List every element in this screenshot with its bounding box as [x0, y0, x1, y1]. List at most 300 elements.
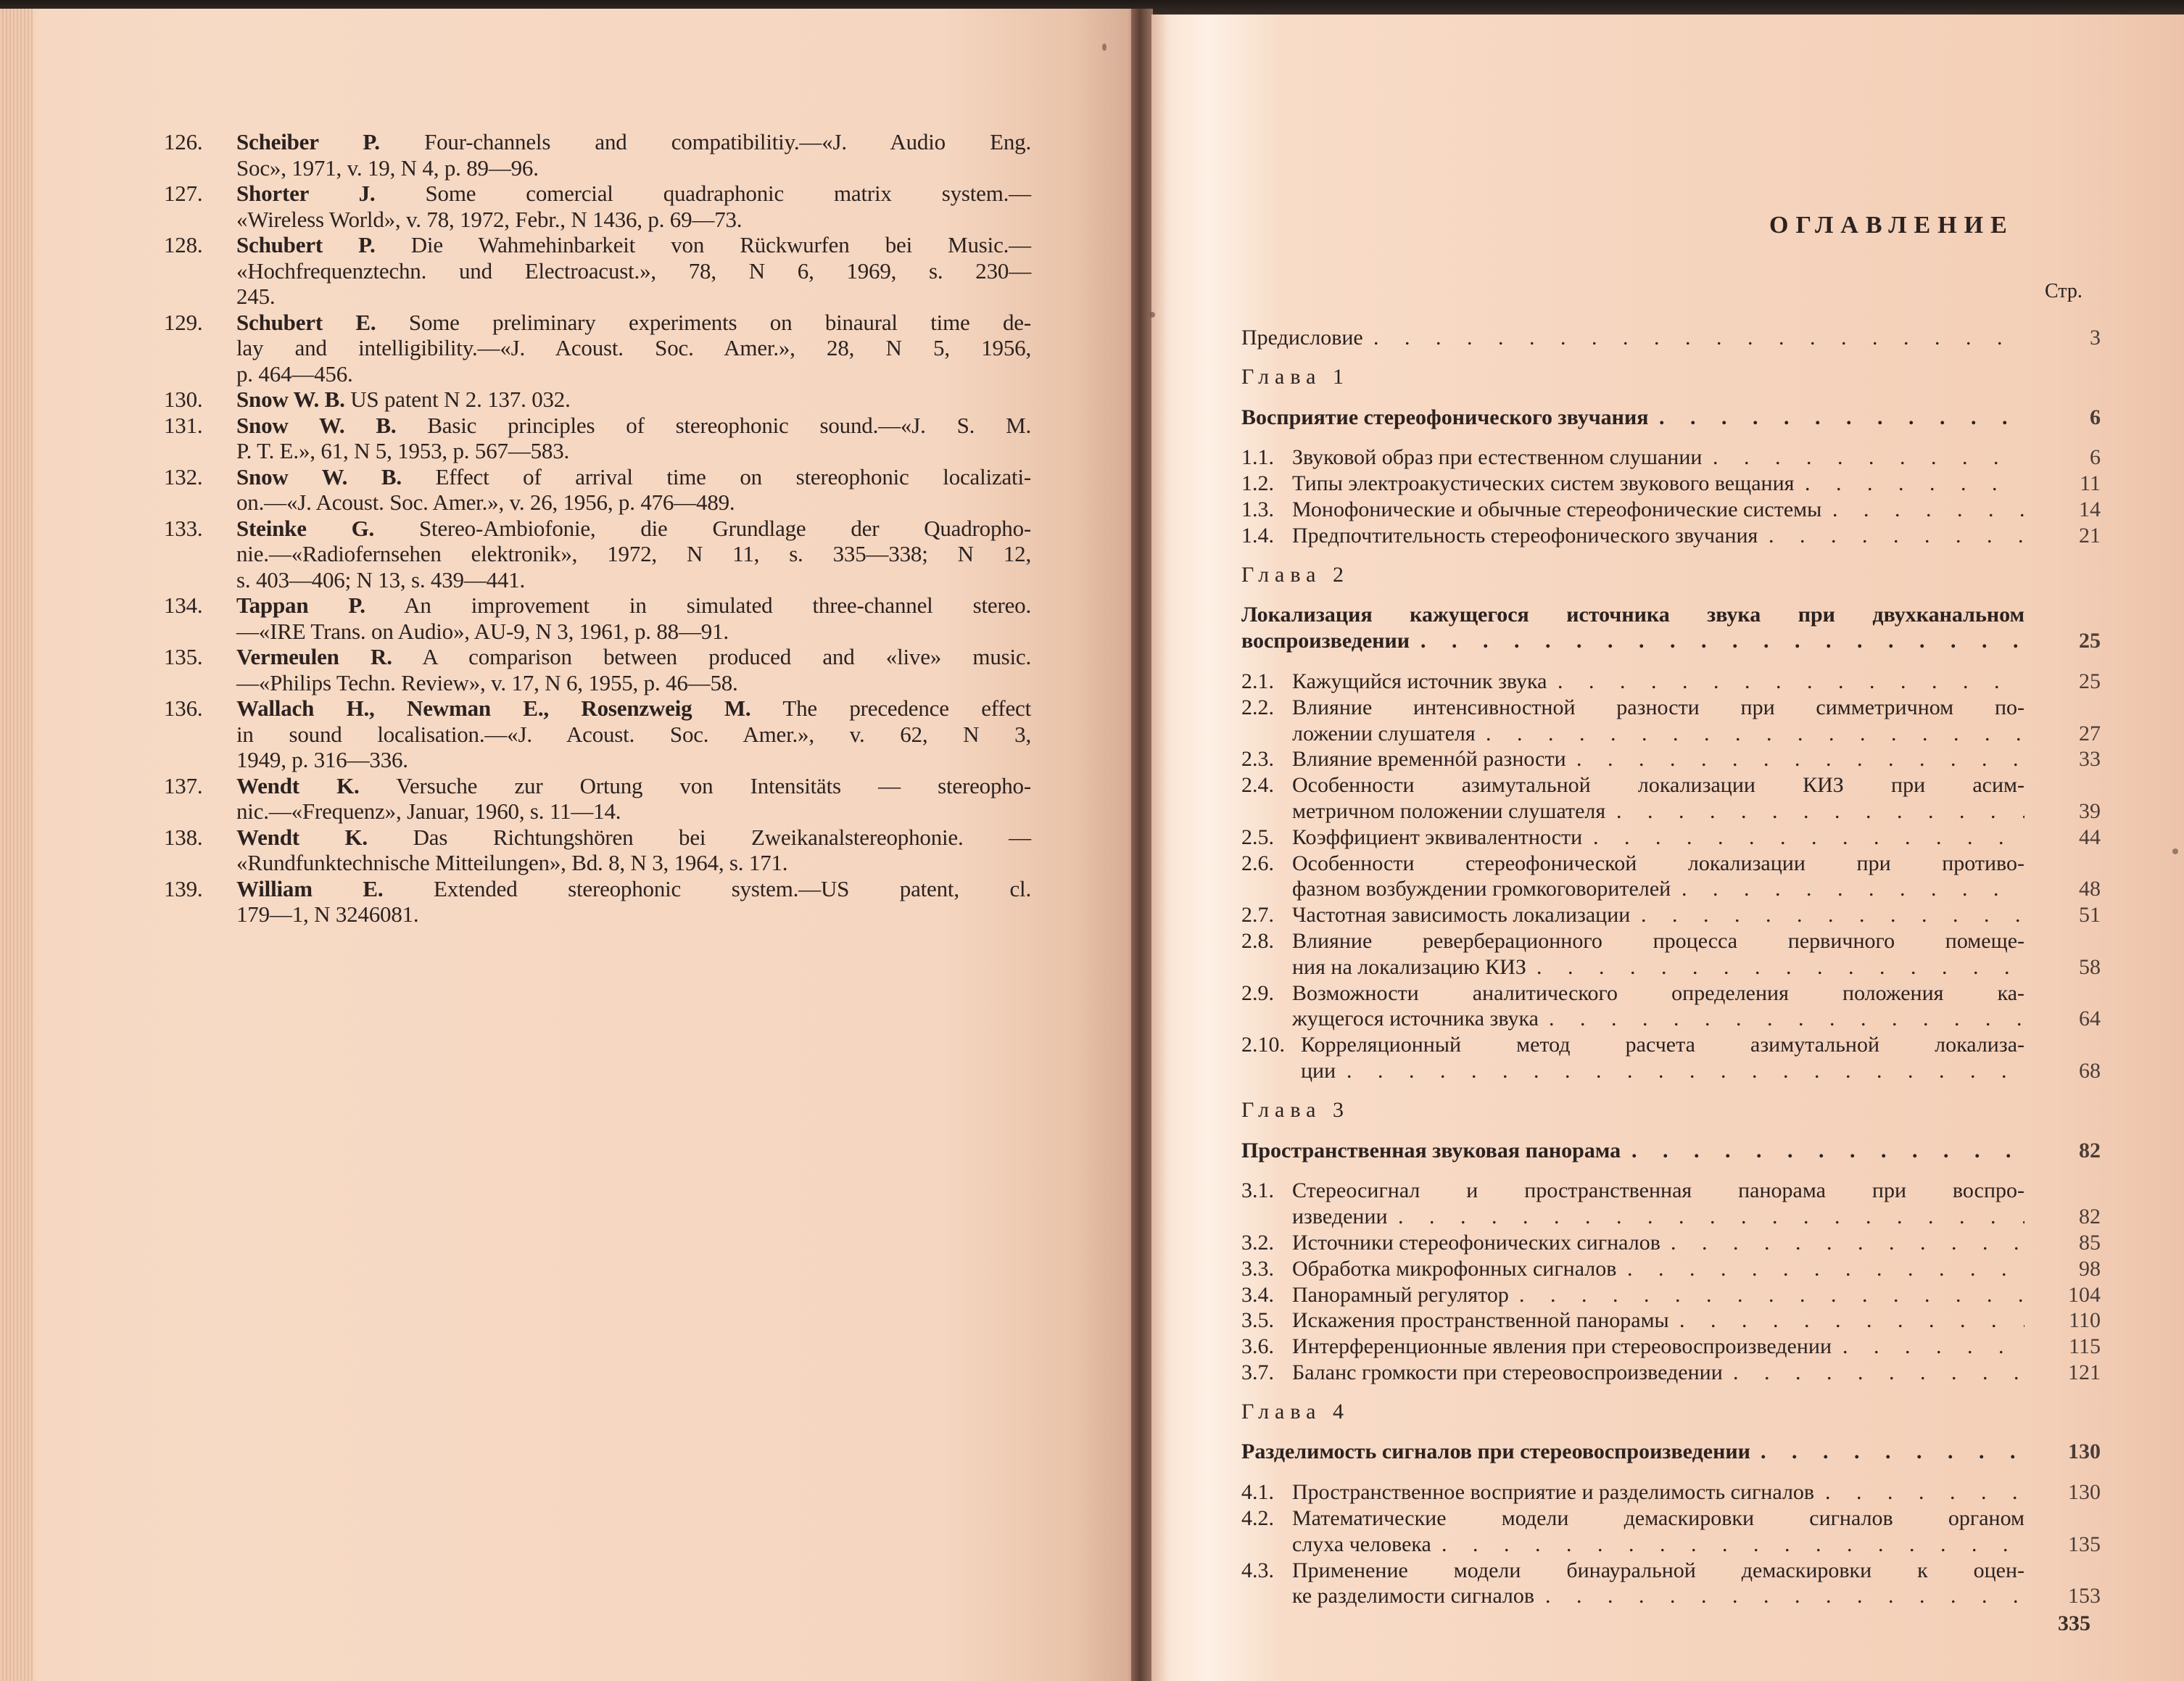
entry-title: ния на локализацию КИЗ [1292, 954, 1526, 979]
toc-entry-text [1241, 1334, 1842, 1360]
dot-leader [1769, 523, 2024, 549]
toc-section[interactable] [1241, 1230, 2101, 1256]
toc-entry-text [1241, 1308, 1679, 1334]
section-number: 2.5. [1241, 825, 1274, 849]
toc-entry-text [1241, 1558, 2024, 1584]
toc-page-number: 121 [2068, 1360, 2101, 1384]
entry-title: Типы электроакустических систем звукового вещания [1292, 471, 1795, 496]
toc-section[interactable] [1241, 1583, 2101, 1609]
toc-section[interactable] [1241, 1006, 2101, 1032]
dot-leader [1832, 497, 2024, 523]
entry-title: Стереосигнал и пространственная панорама при воспро- [1292, 1178, 2024, 1203]
toc-page-number: 25 [2079, 629, 2101, 653]
toc-page-number: 27 [2079, 721, 2101, 745]
dot-leader [1733, 1360, 2024, 1386]
entry-title: Предпочтительность стереофонического звучания [1292, 523, 1758, 548]
table-of-contents [1241, 325, 2101, 1609]
toc-entry-text [1241, 746, 1576, 772]
reference-author: Vermeulen R. [236, 644, 392, 669]
reference-line [236, 310, 1031, 336]
dot-leader [1679, 1308, 2024, 1334]
entry-title: Особенности стереофонической локализации при противо- [1292, 851, 2024, 875]
toc-entry-text [1241, 1532, 1441, 1558]
entry-title: Частотная зависимость локализации [1292, 903, 1631, 928]
reference-line [236, 258, 1031, 284]
reference-number: 138. [164, 824, 203, 850]
entry-title: ложении слушателя [1292, 721, 1476, 745]
chapter-label [1241, 364, 2101, 390]
chapter-label-text: Глава 4 [1241, 1399, 1349, 1424]
section-number: 4.1. [1241, 1480, 1274, 1505]
toc-entry-text [1241, 445, 1712, 471]
spacer [1241, 1163, 2101, 1178]
spacer [1241, 587, 2101, 602]
entry-title: Особенности азимутальной локализации КИЗ при асим- [1292, 773, 2024, 798]
toc-entry-text [1241, 1506, 2024, 1532]
toc-entry-text [1241, 628, 1420, 654]
reference-author: Schubert P. [236, 232, 376, 257]
reference-line [236, 438, 1031, 464]
section-number: 3.4. [1241, 1282, 1274, 1307]
entry-title: Влияние временнóй разности [1292, 747, 1566, 772]
dot-leader [1627, 1256, 2024, 1282]
toc-entry-text [1241, 1058, 1346, 1084]
reference-text: Die Wahmehinbarkeit von Rückwurfen bei Music.— [410, 232, 1031, 257]
toc-entry-text [1241, 1439, 1761, 1465]
section-number: 1.1. [1241, 445, 1274, 470]
chapter-title[interactable] [1241, 1138, 2101, 1164]
toc-page-number: 85 [2079, 1230, 2101, 1255]
section-number: 1.3. [1241, 497, 1274, 521]
toc-section [1241, 1178, 2101, 1204]
spacer [1241, 1084, 2101, 1097]
entry-title: Источники стереофонических сигналов [1292, 1230, 1660, 1255]
entry-title: ке разделимости сигналов [1292, 1584, 1535, 1608]
entry-title: слуха человека [1292, 1532, 1431, 1556]
chapter-label-text: Глава 1 [1241, 364, 1349, 389]
toc-page-number: 82 [2079, 1138, 2101, 1162]
toc-entry-text [1241, 364, 1349, 390]
toc-section[interactable] [1241, 1256, 2101, 1282]
toc-section[interactable] [1241, 876, 2101, 902]
reference-line [236, 722, 1031, 748]
entry-title: Влияние интенсивностной разности при симметричном по- [1292, 695, 2024, 719]
reference-line [236, 232, 1031, 258]
reference-line [236, 798, 1031, 825]
toc-page-number: 3 [2090, 326, 2101, 350]
reference-entry [164, 773, 1031, 825]
toc-page-number: 44 [2079, 825, 2101, 849]
reference-line [236, 773, 1031, 799]
reference-line [236, 516, 1031, 542]
toc-section[interactable] [1241, 445, 2101, 471]
toc-section[interactable] [1241, 1479, 2101, 1506]
toc-section[interactable] [1241, 1058, 2101, 1084]
toc-section[interactable] [1241, 1334, 2101, 1360]
chapter-label [1241, 562, 2101, 588]
toc-entry-text [1241, 772, 2024, 798]
section-number: 3.7. [1241, 1360, 1274, 1384]
toc-page-number: 82 [2079, 1205, 2101, 1229]
reference-entry [164, 310, 1031, 387]
toc-section[interactable] [1241, 902, 2101, 928]
reference-line [236, 464, 1031, 490]
section-number: 2.1. [1241, 669, 1274, 693]
toc-entry-text [1241, 1097, 1349, 1123]
chapter-label-text: Глава 3 [1241, 1097, 1349, 1122]
reference-text: in sound localisation.—«J. Acoust. Soc. Amer.», v. 62, N 3, [236, 721, 1031, 747]
toc-section [1241, 695, 2101, 721]
toc-entry-text [1241, 876, 1681, 902]
reference-line [236, 387, 1031, 413]
reference-number: 130. [164, 387, 203, 412]
reference-text: P. T. E.», 61, N 5, 1953, p. 567—583. [236, 438, 570, 463]
dot-leader [1420, 628, 2024, 654]
entry-title: Восприятие стереофонического звучания [1241, 405, 1649, 429]
reference-entry [164, 413, 1031, 464]
dot-leader [1558, 669, 2024, 695]
reference-line [236, 825, 1031, 851]
toc-entry-text [1241, 602, 2024, 628]
page-column-label: Стр. [2045, 280, 2082, 302]
section-number: 2.2. [1241, 695, 1274, 719]
spacer [1241, 430, 2101, 445]
spacer [1241, 351, 2101, 364]
section-number: 2.8. [1241, 928, 1274, 953]
reference-entry [164, 644, 1031, 695]
toc-page-number: 110 [2069, 1308, 2101, 1333]
toc-entry-text [1241, 851, 2024, 877]
reference-author: Snow W. B. [236, 412, 397, 438]
chapter-title[interactable] [1241, 628, 2101, 654]
toc-page-number: 25 [2079, 669, 2101, 693]
entry-title: метричном положении слушателя [1292, 798, 1606, 823]
toc-page-number: 51 [2079, 903, 2101, 928]
book-spine [1131, 9, 1153, 1681]
section-number: 2.9. [1241, 980, 1274, 1005]
reference-line [236, 335, 1031, 361]
reference-author: Shorter J. [236, 181, 376, 206]
toc-page-number: 104 [2068, 1282, 2101, 1307]
entry-title: Панорамный регулятор [1292, 1282, 1509, 1307]
dot-leader [1549, 1006, 2024, 1032]
toc-entry-text [1241, 1230, 1671, 1256]
entry-title: Коэффициент эквивалентности [1292, 825, 1583, 849]
spacer [1241, 549, 2101, 562]
reference-line [236, 155, 1031, 181]
dot-leader [1659, 405, 2024, 431]
reference-text: —«Philips Techn. Review», v. 17, N 6, 1955, p. 46—58. [236, 669, 738, 695]
reference-text: Four-channels and compatibilitiy.—«J. Audio Eng. [424, 129, 1031, 154]
reference-line [236, 207, 1031, 233]
toc-entry-text [1241, 1178, 2024, 1204]
section-number: 1.4. [1241, 523, 1274, 548]
toc-section[interactable] [1241, 1308, 2101, 1334]
toc-entry-text [1241, 1479, 1824, 1506]
reference-text: Extended stereophonic system.—US patent, cl. [434, 875, 1031, 901]
dot-leader [1641, 902, 2024, 928]
entry-title: Корреляционный метод расчета азимутальной локализа- [1301, 1033, 2024, 1057]
toc-entry-text [1241, 325, 1373, 351]
dot-leader [1631, 1138, 2024, 1164]
reference-text: nie.—«Radiofernsehen elektronik», 1972, N 11, s. 335—338; N 12, [236, 541, 1031, 566]
toc-entry-text [1241, 1256, 1626, 1282]
toc-section[interactable] [1241, 954, 2101, 980]
reference-line [236, 541, 1031, 567]
toc-entry-text [1241, 405, 1658, 431]
reference-number: 132. [164, 463, 203, 490]
toc-section [1241, 1506, 2101, 1532]
reference-text: An improvement in simulated three-channel stereo. [404, 592, 1031, 618]
chapter-title[interactable] [1241, 1439, 2101, 1465]
reference-text: 179—1, N 3246081. [236, 901, 419, 927]
toc-section[interactable] [1241, 1204, 2101, 1230]
toc-entry-text [1241, 695, 2024, 721]
toc-section[interactable] [1241, 669, 2101, 695]
section-number: 1.2. [1241, 471, 1274, 496]
paper-speck [1149, 312, 1155, 318]
reference-number: 139. [164, 875, 203, 901]
reference-line [236, 850, 1031, 876]
toc-page-number: 33 [2079, 747, 2101, 772]
toc-entry-text [1241, 1399, 1349, 1425]
section-number: 2.3. [1241, 747, 1274, 772]
toc-section[interactable] [1241, 798, 2101, 825]
toc-entry-text [1241, 523, 1768, 549]
toc-section[interactable] [1241, 721, 2101, 747]
reference-text: Some comercial quadraphonic matrix system.— [425, 181, 1031, 206]
reference-text: «Hochfrequenztechn. und Electroacust.», 78, N 6, 1969, s. 230— [236, 257, 1031, 284]
toc-entry-text [1241, 1032, 2024, 1058]
toc-page-number: 64 [2079, 1007, 2101, 1031]
toc-section[interactable] [1241, 1282, 2101, 1308]
dot-leader [1398, 1204, 2024, 1230]
chapter-label [1241, 1097, 2101, 1123]
section-number: 3.2. [1241, 1230, 1274, 1255]
reference-text: «Rundfunktechnische Mitteilungen», Bd. 8, N 3, 1964, s. 171. [236, 850, 788, 875]
toc-page-number: 6 [2090, 445, 2101, 470]
reference-number: 137. [164, 772, 203, 798]
toc-entry-text [1241, 471, 1804, 497]
toc-page-number: 58 [2079, 954, 2101, 979]
reference-text: Soc», 1971, v. 19, N 4, p. 89—96. [236, 154, 539, 181]
dot-leader [1671, 1230, 2024, 1256]
toc-page-number: 115 [2069, 1334, 2101, 1359]
reference-line [236, 747, 1031, 773]
toc-page-number: 11 [2080, 471, 2101, 496]
toc-section[interactable] [1241, 1532, 2101, 1558]
reference-number: 126. [164, 129, 203, 154]
reference-author: Snow W. B. [236, 387, 345, 412]
reference-text: s. 403—406; N 13, s. 439—441. [236, 566, 526, 592]
toc-entry-text [1241, 798, 1616, 825]
entry-title: Монофонические и обычные стереофонические системы [1292, 497, 1822, 521]
dot-leader [1486, 721, 2024, 747]
section-number: 4.3. [1241, 1558, 1274, 1582]
entry-title: Обработка микрофонных сигналов [1292, 1256, 1617, 1281]
reference-line [236, 490, 1031, 516]
paper-speck [1102, 44, 1107, 51]
reference-author: Wendt K. [236, 824, 368, 850]
reference-number: 127. [164, 181, 203, 206]
reference-line [236, 670, 1031, 696]
paper-speck [2172, 848, 2178, 854]
page-fore-edge [0, 9, 33, 1681]
entry-title: изведении [1292, 1205, 1388, 1229]
toc-section [1241, 928, 2101, 954]
toc-section [1241, 772, 2101, 798]
entry-title: Пространственное восприятие и разделимость сигналов [1292, 1480, 1815, 1505]
reference-entry [164, 825, 1031, 876]
toc-section [1241, 1032, 2101, 1058]
spacer [1241, 390, 2101, 405]
reference-line [236, 876, 1031, 902]
toc-section[interactable] [1241, 523, 2101, 549]
section-number: 2.4. [1241, 773, 1274, 798]
reference-text: 245. [236, 284, 276, 309]
dot-leader [1545, 1583, 2024, 1609]
reference-line [236, 361, 1031, 387]
dot-leader [1761, 1439, 2024, 1465]
reference-text: —«IRE Trans. on Audio», AU-9, N 3, 1961, p. 88—91. [236, 618, 729, 644]
section-number: 3.6. [1241, 1334, 1274, 1359]
reference-text: The precedence effect [782, 695, 1031, 721]
chapter-label [1241, 1399, 2101, 1425]
toc-entry-text [1241, 1360, 1733, 1386]
toc-section[interactable] [1241, 825, 2101, 851]
reference-number: 136. [164, 695, 203, 721]
dot-leader [1682, 876, 2024, 902]
entry-title: Баланс громкости при стереовоспроизведении [1292, 1360, 1723, 1384]
reference-number: 134. [164, 592, 203, 618]
reference-line [236, 619, 1031, 645]
reference-author: William E. [236, 875, 384, 901]
reference-entry [164, 129, 1031, 181]
toc-entry-text [1241, 669, 1558, 695]
entry-title: фазном возбуждении громкоговорителей [1292, 877, 1671, 901]
section-number: 2.6. [1241, 851, 1274, 875]
dot-leader [1576, 746, 2024, 772]
toc-entry-text [1241, 1006, 1549, 1032]
entry-title: жущегося источника звука [1292, 1007, 1539, 1031]
chapter-title [1241, 602, 2101, 628]
toc-title: ОГЛАВЛЕНИЕ [1769, 212, 2014, 239]
toc-section[interactable] [1241, 746, 2101, 772]
reference-line [236, 181, 1031, 207]
toc-section[interactable] [1241, 497, 2101, 523]
chapter-title[interactable] [1241, 405, 2101, 431]
entry-title: Звуковой образ при естественном слушании [1292, 445, 1703, 470]
entry-title: Локализация кажущегося источника звука при двухканальном [1241, 603, 2024, 627]
reference-text: A comparison between produced and «live» music. [422, 644, 1032, 669]
reference-text: US patent N 2. 137. 032. [350, 387, 571, 412]
reference-text: Versuche zur Ortung von Intensitäts — stereopho- [396, 772, 1031, 798]
entry-title: Кажущийся источник звука [1292, 669, 1547, 693]
reference-text: 1949, p. 316—336. [236, 747, 408, 772]
reference-text: Some preliminary experiments on binaural time de- [408, 309, 1031, 335]
reference-entry [164, 592, 1031, 644]
toc-page-number: 153 [2068, 1584, 2101, 1608]
dot-leader [1593, 825, 2024, 851]
toc-section [1241, 980, 2101, 1007]
dot-leader [1713, 445, 2024, 471]
section-number: 2.10. [1241, 1033, 1285, 1057]
toc-page-number: 14 [2079, 497, 2101, 521]
toc-entry-text [1241, 825, 1592, 851]
entry-title: Возможности аналитического определения положения ка- [1292, 980, 2024, 1005]
entry-title: Пространственная звуковая панорама [1241, 1138, 1621, 1162]
entry-title: Влияние реверберационного процесса первичного помеще- [1292, 928, 2024, 953]
toc-section[interactable] [1241, 471, 2101, 497]
reference-author: Tappan P. [236, 592, 365, 618]
entry-title: Применение модели бинауральной демаскировки к оцен- [1292, 1558, 2024, 1582]
toc-entry-text [1241, 1282, 1519, 1308]
reference-number: 135. [164, 644, 203, 669]
spacer [1241, 1386, 2101, 1399]
reference-line [236, 284, 1031, 310]
reference-author: Steinke G. [236, 515, 375, 541]
toc-entry-text [1241, 954, 1536, 980]
reference-number: 133. [164, 515, 203, 541]
section-number: 2.7. [1241, 903, 1274, 928]
reference-line [236, 567, 1031, 593]
reference-text: on.—«J. Acoust. Soc. Amer.», v. 26, 1956, p. 476—489. [236, 490, 735, 515]
reference-text: Stereo-Ambiofonie, die Grundlage der Quadropho- [418, 515, 1031, 541]
spacer [1241, 1123, 2101, 1138]
reference-line [236, 901, 1031, 928]
entry-title: Математические модели демаскировки сигналов органом [1292, 1506, 2024, 1531]
toc-entry-text [1241, 928, 2024, 954]
toc-page-number: 98 [2079, 1256, 2101, 1281]
reference-number: 129. [164, 309, 203, 335]
toc-page-number: 130 [2068, 1480, 2101, 1505]
toc-page-number: 135 [2068, 1532, 2101, 1556]
toc-entry-text [1241, 1204, 1398, 1230]
dot-leader [1805, 471, 2024, 497]
dot-leader [1441, 1532, 2024, 1558]
reference-line [236, 644, 1031, 670]
toc-page-number: 68 [2079, 1058, 2101, 1083]
reference-line [236, 592, 1031, 619]
toc-preface[interactable] [1241, 325, 2101, 351]
bibliography-list [164, 129, 1031, 928]
reference-author: Snow W. B. [236, 463, 402, 490]
dot-leader [1536, 954, 2024, 980]
toc-entry-text [1241, 1138, 1631, 1164]
toc-section[interactable] [1241, 1360, 2101, 1386]
reference-text: lay and intelligibility.—«J. Acoust. Soc. Amer.», 28, N 5, 1956, [236, 335, 1031, 360]
toc-page-number: 48 [2079, 877, 2101, 901]
reference-entry [164, 232, 1031, 310]
reference-author: Wallach H., Newman E., Rosenzweig M. [236, 695, 751, 721]
spacer [1241, 1465, 2101, 1479]
toc-section [1241, 1558, 2101, 1584]
reference-text: Effect of arrival time on stereophonic localizati- [435, 463, 1032, 490]
reference-text: «Wireless World», v. 78, 1972, Febr., N 1436, p. 69—73. [236, 206, 743, 232]
reference-author: Scheiber P. [236, 129, 380, 154]
reference-number: 131. [164, 412, 203, 438]
entry-title: ции [1301, 1058, 1336, 1083]
toc-page-number: 6 [2090, 405, 2101, 429]
reference-entry [164, 695, 1031, 773]
toc-entry-text [1241, 902, 1640, 928]
entry-title: Искажения пространственной панорамы [1292, 1308, 1669, 1333]
section-number: 3.5. [1241, 1308, 1274, 1333]
toc-entry-text [1241, 497, 1832, 523]
reference-line [236, 695, 1031, 722]
chapter-label-text: Глава 2 [1241, 562, 1349, 587]
reference-line [236, 413, 1031, 439]
